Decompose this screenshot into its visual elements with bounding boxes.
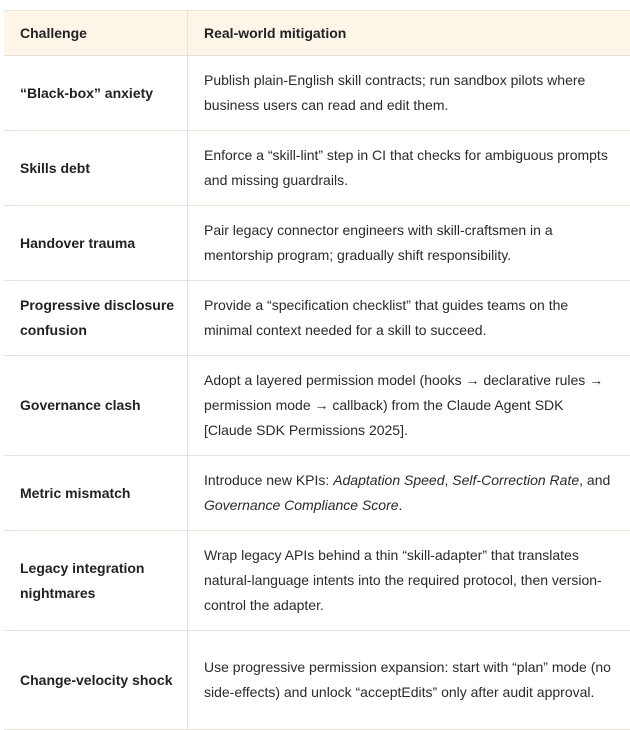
challenge-cell: Metric mismatch [4, 456, 188, 531]
table-row [4, 281, 630, 356]
mitigation-cell: Provide a “specification checklist” that guides teams on the minimal context needed for a skill to succeed. [188, 281, 630, 356]
table-row [4, 631, 630, 730]
mitigation-cell: Use progressive permission expansion: start with “plan” mode (no side-effects) and unlock “acceptEdits” only after audit approval. [188, 631, 630, 730]
kpi-self-correction-rate: Self-Correction Rate [452, 472, 579, 488]
mitigation-text: , and [579, 472, 610, 488]
table-row [4, 531, 630, 631]
table-row [4, 131, 630, 206]
challenge-cell: Change-velocity shock [4, 631, 188, 730]
challenge-cell: Progressive disclosure confusion [4, 281, 188, 356]
mitigation-text: , [445, 472, 453, 488]
mitigation-text: . [399, 497, 403, 513]
mitigation-cell: Enforce a “skill-lint” step in CI that checks for ambiguous prompts and missing guardrails. [188, 131, 630, 206]
table-row [4, 206, 630, 281]
challenge-cell: Governance clash [4, 356, 188, 456]
kpi-adaptation-speed: Adaptation Speed [333, 472, 444, 488]
table-header-row [4, 11, 630, 56]
challenge-cell: Legacy integration nightmares [4, 531, 188, 631]
table-row [4, 456, 630, 531]
mitigation-cell: Wrap legacy APIs behind a thin “skill-adapter” that translates natural-language intents into the required protocol, then version-control the adapter. [188, 531, 630, 631]
table-row [4, 356, 630, 456]
table-row [4, 56, 630, 131]
header-mitigation: Real-world mitigation [188, 11, 630, 56]
mitigation-text: Introduce new KPIs: [204, 472, 333, 488]
challenges-table [4, 10, 630, 730]
mitigation-cell [188, 456, 630, 531]
mitigation-cell: Pair legacy connector engineers with skill-craftsmen in a mentorship program; gradually shift responsibility. [188, 206, 630, 281]
challenge-cell: Handover trauma [4, 206, 188, 281]
header-challenge: Challenge [4, 11, 188, 56]
challenge-cell: Skills debt [4, 131, 188, 206]
challenge-cell: “Black-box” anxiety [4, 56, 188, 131]
mitigation-cell: Publish plain-English skill contracts; run sandbox pilots where business users can read and edit them. [188, 56, 630, 131]
mitigation-cell: Adopt a layered permission model (hooks → declarative rules → permission mode → callback) from the Claude Agent SDK [Claude SDK Permissions 2025]. [188, 356, 630, 456]
kpi-governance-compliance-score: Governance Compliance Score [204, 497, 399, 513]
